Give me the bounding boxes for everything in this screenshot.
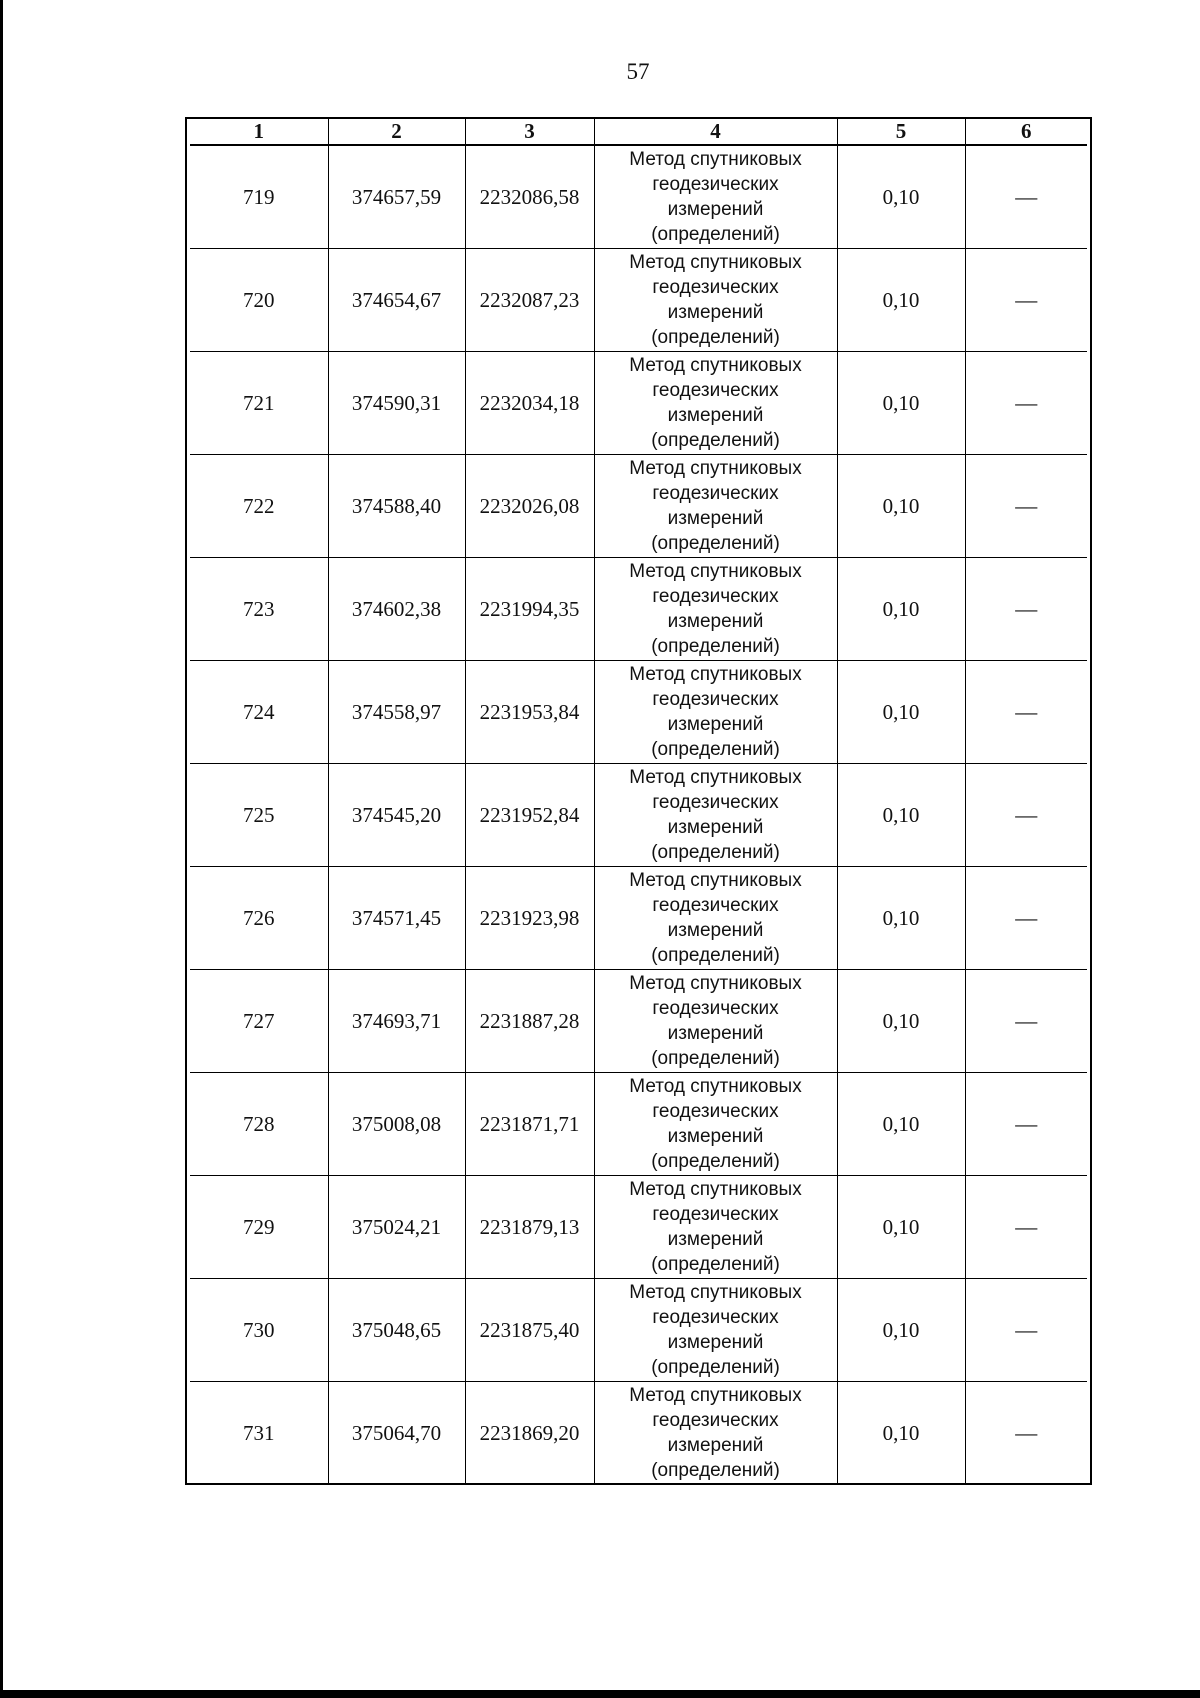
method-cell: [594, 1073, 837, 1176]
y-coordinate-cell: 2232026,08: [465, 455, 594, 558]
method-cell: [594, 145, 837, 249]
table-row: [190, 145, 1087, 249]
table-row: [190, 352, 1087, 455]
method-line: геодезических: [652, 277, 779, 298]
method-line: геодезических: [652, 1101, 779, 1122]
dash-mark: —: [1015, 1111, 1038, 1136]
method-cell: [594, 352, 837, 455]
point-number-cell: 725: [190, 764, 328, 867]
empty-value-cell: [965, 764, 1087, 867]
empty-value-cell: [965, 558, 1087, 661]
method-line: измерений: [667, 302, 764, 323]
method-line: измерений: [667, 817, 764, 838]
method-line: геодезических: [652, 1204, 779, 1225]
accuracy-cell: 0,10: [837, 1382, 965, 1485]
method-line: измерений: [667, 508, 764, 529]
method-line: (определений): [651, 224, 780, 245]
method-line: геодезических: [652, 1307, 779, 1328]
point-number-cell: 731: [190, 1382, 328, 1485]
y-coordinate-cell: 2231869,20: [465, 1382, 594, 1485]
method-line: (определений): [651, 327, 780, 348]
method-cell: [594, 661, 837, 764]
column-header-5: 5: [837, 117, 965, 145]
point-number-cell: 724: [190, 661, 328, 764]
method-cell: [594, 558, 837, 661]
x-coordinate-cell: 374693,71: [328, 970, 465, 1073]
method-line: Метод спутниковых: [629, 561, 802, 582]
method-line: Метод спутниковых: [629, 458, 802, 479]
method-line: геодезических: [652, 792, 779, 813]
accuracy-cell: 0,10: [837, 558, 965, 661]
column-header-1: 1: [190, 117, 328, 145]
method-line: измерений: [667, 1332, 764, 1353]
dash-mark: —: [1015, 1008, 1038, 1033]
y-coordinate-cell: 2232086,58: [465, 145, 594, 249]
method-line: (определений): [651, 1254, 780, 1275]
page-number: 57: [626, 59, 650, 84]
column-header-6: 6: [965, 117, 1087, 145]
empty-value-cell: [965, 1073, 1087, 1176]
method-line: Метод спутниковых: [629, 973, 802, 994]
x-coordinate-cell: 375064,70: [328, 1382, 465, 1485]
accuracy-cell: 0,10: [837, 145, 965, 249]
method-line: геодезических: [652, 895, 779, 916]
method-line: измерений: [667, 199, 764, 220]
method-line: (определений): [651, 1460, 780, 1481]
method-line: (определений): [651, 842, 780, 863]
table-row: [190, 1382, 1087, 1485]
accuracy-cell: 0,10: [837, 1279, 965, 1382]
method-line: Метод спутниковых: [629, 870, 802, 891]
y-coordinate-cell: 2231953,84: [465, 661, 594, 764]
method-line: (определений): [651, 636, 780, 657]
x-coordinate-cell: 374571,45: [328, 867, 465, 970]
dash-mark: —: [1015, 390, 1038, 415]
y-coordinate-cell: 2231923,98: [465, 867, 594, 970]
table-row: [190, 1176, 1087, 1279]
x-coordinate-cell: 375048,65: [328, 1279, 465, 1382]
method-line: Метод спутниковых: [629, 149, 802, 170]
method-line: (определений): [651, 430, 780, 451]
accuracy-cell: 0,10: [837, 455, 965, 558]
point-number-cell: 728: [190, 1073, 328, 1176]
empty-value-cell: [965, 1176, 1087, 1279]
x-coordinate-cell: 374602,38: [328, 558, 465, 661]
column-header-2: 2: [328, 117, 465, 145]
method-line: (определений): [651, 739, 780, 760]
empty-value-cell: [965, 970, 1087, 1073]
dash-mark: —: [1015, 596, 1038, 621]
accuracy-cell: 0,10: [837, 867, 965, 970]
table-row: [190, 1279, 1087, 1382]
method-line: (определений): [651, 1048, 780, 1069]
point-number-cell: 722: [190, 455, 328, 558]
method-cell: [594, 1176, 837, 1279]
method-line: (определений): [651, 533, 780, 554]
x-coordinate-cell: 374654,67: [328, 249, 465, 352]
table-body: [190, 145, 1087, 1484]
x-coordinate-cell: 374545,20: [328, 764, 465, 867]
table-row: [190, 558, 1087, 661]
x-coordinate-cell: 375024,21: [328, 1176, 465, 1279]
accuracy-cell: 0,10: [837, 249, 965, 352]
empty-value-cell: [965, 661, 1087, 764]
column-header-4: 4: [594, 117, 837, 145]
method-line: геодезических: [652, 1410, 779, 1431]
method-line: (определений): [651, 1151, 780, 1172]
scan-edge-left: [0, 0, 3, 1698]
method-line: геодезических: [652, 689, 779, 710]
accuracy-cell: 0,10: [837, 1073, 965, 1176]
empty-value-cell: [965, 352, 1087, 455]
point-number-cell: 730: [190, 1279, 328, 1382]
x-coordinate-cell: 374657,59: [328, 145, 465, 249]
table-row: [190, 249, 1087, 352]
method-line: (определений): [651, 945, 780, 966]
method-cell: [594, 455, 837, 558]
y-coordinate-cell: 2231875,40: [465, 1279, 594, 1382]
method-line: геодезических: [652, 380, 779, 401]
table-row: [190, 1073, 1087, 1176]
method-line: Метод спутниковых: [629, 664, 802, 685]
empty-value-cell: [965, 1279, 1087, 1382]
method-cell: [594, 970, 837, 1073]
accuracy-cell: 0,10: [837, 970, 965, 1073]
empty-value-cell: [965, 867, 1087, 970]
table-row: [190, 970, 1087, 1073]
point-number-cell: 726: [190, 867, 328, 970]
empty-value-cell: [965, 1382, 1087, 1485]
method-line: геодезических: [652, 483, 779, 504]
empty-value-cell: [965, 455, 1087, 558]
method-line: измерений: [667, 1023, 764, 1044]
x-coordinate-cell: 374590,31: [328, 352, 465, 455]
method-line: измерений: [667, 1229, 764, 1250]
accuracy-cell: 0,10: [837, 1176, 965, 1279]
y-coordinate-cell: 2231952,84: [465, 764, 594, 867]
y-coordinate-cell: 2231887,28: [465, 970, 594, 1073]
point-number-cell: 727: [190, 970, 328, 1073]
y-coordinate-cell: 2231879,13: [465, 1176, 594, 1279]
table-row: [190, 661, 1087, 764]
x-coordinate-cell: 374558,97: [328, 661, 465, 764]
y-coordinate-cell: 2232034,18: [465, 352, 594, 455]
accuracy-cell: 0,10: [837, 352, 965, 455]
method-cell: [594, 867, 837, 970]
empty-value-cell: [965, 249, 1087, 352]
method-line: измерений: [667, 1435, 764, 1456]
method-line: Метод спутниковых: [629, 1282, 802, 1303]
dash-mark: —: [1015, 1420, 1038, 1445]
method-line: (определений): [651, 1357, 780, 1378]
method-cell: [594, 764, 837, 867]
table-row: [190, 867, 1087, 970]
x-coordinate-cell: 375008,08: [328, 1073, 465, 1176]
method-line: геодезических: [652, 586, 779, 607]
scan-edge-bottom: [0, 1690, 1200, 1698]
x-coordinate-cell: 374588,40: [328, 455, 465, 558]
table-row: [190, 764, 1087, 867]
point-number-cell: 721: [190, 352, 328, 455]
method-line: Метод спутниковых: [629, 1385, 802, 1406]
method-cell: [594, 1279, 837, 1382]
coordinates-table: [190, 117, 1087, 1484]
point-number-cell: 719: [190, 145, 328, 249]
y-coordinate-cell: 2231871,71: [465, 1073, 594, 1176]
method-line: измерений: [667, 611, 764, 632]
dash-mark: —: [1015, 287, 1038, 312]
dash-mark: —: [1015, 493, 1038, 518]
y-coordinate-cell: 2232087,23: [465, 249, 594, 352]
accuracy-cell: 0,10: [837, 661, 965, 764]
dash-mark: —: [1015, 905, 1038, 930]
column-header-3: 3: [465, 117, 594, 145]
method-cell: [594, 249, 837, 352]
dash-mark: —: [1015, 1317, 1038, 1342]
dash-mark: —: [1015, 802, 1038, 827]
y-coordinate-cell: 2231994,35: [465, 558, 594, 661]
method-line: геодезических: [652, 998, 779, 1019]
method-line: измерений: [667, 714, 764, 735]
method-line: Метод спутниковых: [629, 1179, 802, 1200]
method-line: геодезических: [652, 174, 779, 195]
method-line: Метод спутниковых: [629, 1076, 802, 1097]
accuracy-cell: 0,10: [837, 764, 965, 867]
dash-mark: —: [1015, 1214, 1038, 1239]
point-number-cell: 720: [190, 249, 328, 352]
dash-mark: —: [1015, 184, 1038, 209]
point-number-cell: 723: [190, 558, 328, 661]
method-line: измерений: [667, 920, 764, 941]
method-line: Метод спутниковых: [629, 767, 802, 788]
method-line: Метод спутниковых: [629, 355, 802, 376]
dash-mark: —: [1015, 699, 1038, 724]
header-row: [190, 117, 1087, 145]
method-line: измерений: [667, 405, 764, 426]
point-number-cell: 729: [190, 1176, 328, 1279]
method-line: измерений: [667, 1126, 764, 1147]
empty-value-cell: [965, 145, 1087, 249]
method-cell: [594, 1382, 837, 1485]
table-row: [190, 455, 1087, 558]
method-line: Метод спутниковых: [629, 252, 802, 273]
